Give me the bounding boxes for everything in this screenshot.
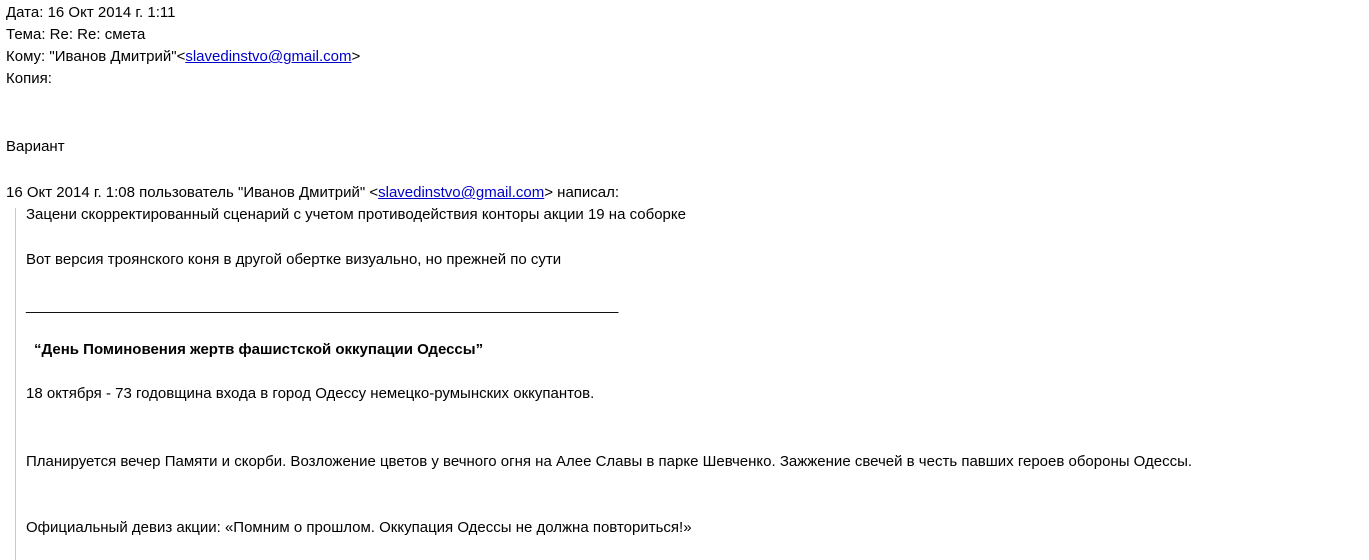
to-name: "Иванов Дмитрий"	[49, 48, 177, 65]
quoted-line-5: Официальный девиз акции: «Помним о прошлом. Оккупация Одессы не должна повториться!»	[26, 519, 692, 536]
quote-attribution: 16 Окт 2014 г. 1:08 пользователь "Иванов Дмитрий" <slavedinstvo@gmail.com> написал:	[6, 184, 620, 201]
to-email-link[interactable]: slavedinstvo@gmail.com	[185, 48, 352, 65]
quote-bar	[15, 208, 16, 560]
event-title: “День Поминовения жертв фашистской оккупации Одессы”	[34, 341, 484, 358]
attribution-suffix: написал:	[557, 184, 620, 201]
subject-value: Re: Re: смета	[49, 26, 146, 43]
cc-row	[6, 68, 52, 90]
quoted-separator: _______________________________________________________________________	[26, 297, 619, 314]
cc-label: Копия:	[6, 70, 52, 87]
date-value: 16 Окт 2014 г. 1:11	[47, 4, 176, 21]
quoted-line-3: 18 октября - 73 годовщина входа в город Одессу немецко-румынских оккупантов.	[26, 385, 595, 402]
date-label: Дата:	[6, 4, 44, 21]
subject-label: Тема:	[6, 26, 46, 43]
quoted-line-2: Вот версия троянского коня в другой обертке визуально, но прежней по сути	[26, 251, 562, 268]
subject-row	[6, 24, 145, 46]
attribution-email-link[interactable]: slavedinstvo@gmail.com	[378, 184, 545, 201]
to-label: Кому:	[6, 48, 46, 65]
quoted-line-1: Зацени скорректированный сценарий с учетом противодействия конторы акции 19 на соборке	[26, 206, 686, 223]
to-row: Кому: "Иванов Дмитрий"<slavedinstvo@gmail.com>	[6, 48, 361, 65]
date-row	[6, 2, 175, 24]
reply-text: Вариант	[6, 138, 65, 155]
attribution-prefix: 16 Окт 2014 г. 1:08 пользователь "Иванов Дмитрий"	[6, 184, 366, 201]
quoted-line-4: Планируется вечер Памяти и скорби. Возложение цветов у вечного огня на Алее Славы в парке Шевченко. Зажжение свечей в честь павших героев обороны Одессы.	[26, 453, 1193, 470]
